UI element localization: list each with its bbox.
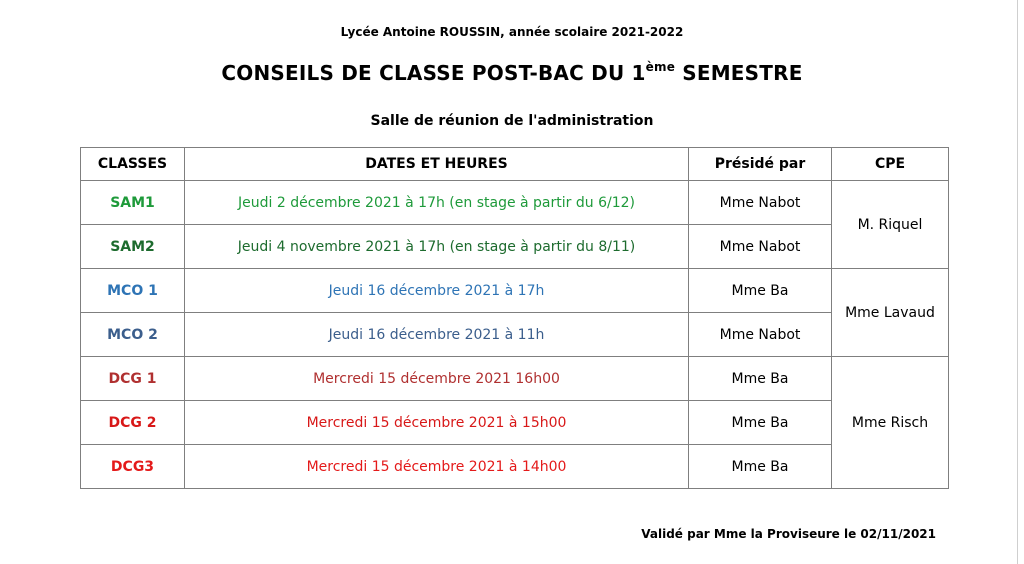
class-cell: DCG 1 — [81, 357, 185, 401]
president-cell: Mme Ba — [689, 357, 832, 401]
school-year-line: Lycée Antoine ROUSSIN, année scolaire 2021-2022 — [340, 25, 684, 39]
header-classes: CLASSES — [81, 148, 185, 181]
meeting-room: Salle de réunion de l'administration — [370, 113, 654, 129]
class-cell: DCG 2 — [81, 401, 185, 445]
table-row — [81, 401, 949, 445]
header-president: Présidé par — [689, 148, 832, 181]
class-cell: DCG3 — [81, 445, 185, 489]
president-cell: Mme Nabot — [689, 225, 832, 269]
title-end: SEMESTRE — [675, 61, 803, 85]
class-cell: MCO 2 — [81, 313, 185, 357]
table-row — [81, 313, 949, 357]
table-row — [81, 225, 949, 269]
title-main: CONSEILS DE CLASSE POST-BAC DU 1 — [221, 61, 646, 85]
page-title — [0, 60, 1024, 85]
president-cell: Mme Ba — [689, 269, 832, 313]
date-cell: Mercredi 15 décembre 2021 à 14h00 — [185, 445, 689, 489]
table-row — [81, 269, 949, 313]
table-row — [81, 181, 949, 225]
councils-table — [80, 147, 949, 489]
class-cell: MCO 1 — [81, 269, 185, 313]
date-cell: Jeudi 16 décembre 2021 à 17h — [185, 269, 689, 313]
president-cell: Mme Nabot — [689, 313, 832, 357]
president-cell: Mme Ba — [689, 401, 832, 445]
table-row — [81, 445, 949, 489]
validation-note: Validé par Mme la Proviseure le 02/11/2021 — [641, 527, 936, 541]
table-row — [81, 357, 949, 401]
class-cell: SAM2 — [81, 225, 185, 269]
class-cell: SAM1 — [81, 181, 185, 225]
date-cell: Mercredi 15 décembre 2021 16h00 — [185, 357, 689, 401]
date-cell: Mercredi 15 décembre 2021 à 15h00 — [185, 401, 689, 445]
table-header-row — [81, 148, 949, 181]
cpe-cell: Mme Risch — [832, 357, 949, 489]
cpe-cell: M. Riquel — [832, 181, 949, 269]
cpe-cell: Mme Lavaud — [832, 269, 949, 357]
date-cell: Jeudi 4 novembre 2021 à 17h (en stage à partir du 8/11) — [185, 225, 689, 269]
header-cpe: CPE — [832, 148, 949, 181]
title-superscript: ème — [645, 60, 676, 74]
president-cell: Mme Nabot — [689, 181, 832, 225]
president-cell: Mme Ba — [689, 445, 832, 489]
date-cell: Jeudi 16 décembre 2021 à 11h — [185, 313, 689, 357]
date-cell: Jeudi 2 décembre 2021 à 17h (en stage à partir du 6/12) — [185, 181, 689, 225]
header-dates: DATES ET HEURES — [185, 148, 689, 181]
